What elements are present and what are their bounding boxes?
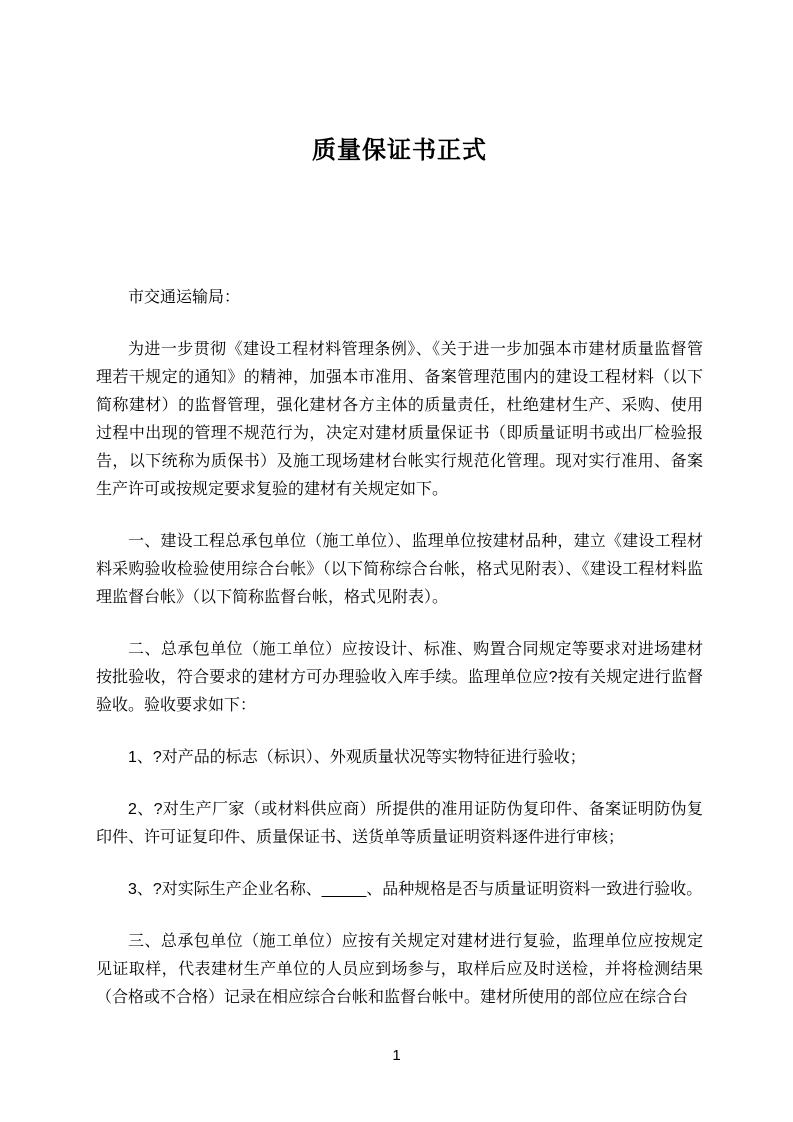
paragraph-section-1: 一、建设工程总承包单位（施工单位）、监理单位按建材品种，建立《建设工程材料采购验收检验使用综合台帐》（以下简称综合台帐，格式见附表）、《建设工程材料监理监督台帐》（以下简称监督台帐，格式见附表）。	[96, 533, 703, 606]
paragraph-section-2: 二、总承包单位（施工单位）应按设计、标准、购置合同规定等要求对进场建材按批验收，符合要求的建材方可办理验收入库手续。监理单位应?按有关规定进行监督验收。验收要求如下：	[96, 641, 703, 714]
page-number: 1	[392, 1047, 401, 1064]
paragraph-intro: 为进一步贯彻《建设工程材料管理条例》、《关于进一步加强本市建材质量监督管理若干规定的通知》的精神，加强本市准用、备案管理范围内的建设工程材料（以下简称建材）的监督管理，强化建材各方主体的质量责任，杜绝建材生产、采购、使用过程中出现的管理不规范行为，决定对建材质量保证书（即质量证明书或出厂检验报告，以下统称为质保书）及施工现场建材台帐实行规范化管理。现对实行准用、备案生产许可或按规定要求复验的建材有关规定如下。	[96, 341, 703, 498]
paragraph-item-2: 2、?对生产厂家（或材料供应商）所提供的准用证防伪复印件、备案证明防伪复印件、许可证复印件、质量保证书、送货单等质量证明资料逐件进行审核；	[96, 801, 703, 846]
paragraph-section-3: 三、总承包单位（施工单位）应按有关规定对建材进行复验，监理单位应按规定见证取样，代表建材生产单位的人员应到场参与，取样后应及时送检，并将检测结果（合格或不合格）记录在相应综合台帐和监督台帐中。建材所使用的部位应在综合台	[96, 933, 703, 1006]
salutation-line: 市交通运输局：	[128, 289, 241, 306]
document-content	[96, 0, 703, 1012]
paragraph-item-3: 3、?对实际生产企业名称、_____、品种规格是否与质量证明资料一致进行验收。	[128, 881, 703, 898]
document-title: 质量保证书正式	[312, 137, 487, 164]
paragraph-item-1: 1、?对产品的标志（标识）、外观质量状况等实物特征进行验收；	[128, 749, 586, 766]
